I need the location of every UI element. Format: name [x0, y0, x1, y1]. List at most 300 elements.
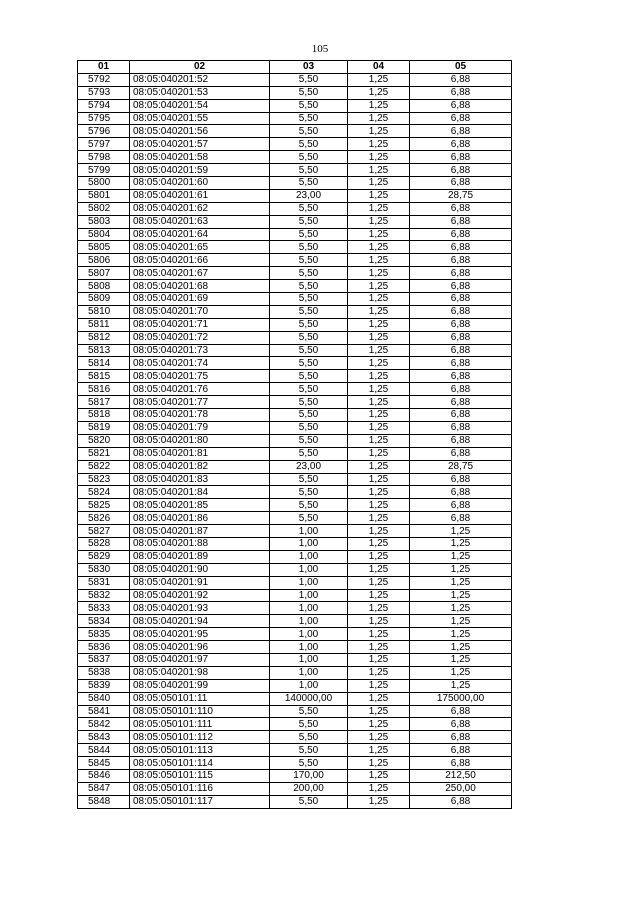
- cadastral-code-cell: 08:05:050101:11: [130, 692, 270, 705]
- value-03-cell: 5,50: [270, 499, 348, 512]
- value-04-cell: 1,25: [348, 769, 410, 782]
- table-row: [78, 138, 512, 151]
- cadastral-code-cell: 08:05:040201:74: [130, 357, 270, 370]
- value-04-cell: 1,25: [348, 563, 410, 576]
- row-number-cell: 5793: [78, 86, 130, 99]
- value-05-cell: 1,25: [410, 666, 512, 679]
- cadastral-code-cell: 08:05:040201:77: [130, 396, 270, 409]
- value-03-cell: 1,00: [270, 550, 348, 563]
- cadastral-code-cell: 08:05:040201:90: [130, 563, 270, 576]
- value-03-cell: 1,00: [270, 653, 348, 666]
- table-row: [78, 344, 512, 357]
- cadastral-code-cell: 08:05:050101:115: [130, 769, 270, 782]
- row-number-cell: 5815: [78, 370, 130, 383]
- row-number-cell: 5830: [78, 563, 130, 576]
- value-04-cell: 1,25: [348, 228, 410, 241]
- data-table: [77, 60, 512, 809]
- value-05-cell: 6,88: [410, 254, 512, 267]
- value-04-cell: 1,25: [348, 396, 410, 409]
- column-header-04: 04: [348, 61, 410, 74]
- row-number-cell: 5808: [78, 280, 130, 293]
- table-row: [78, 653, 512, 666]
- cadastral-code-cell: 08:05:040201:70: [130, 305, 270, 318]
- value-05-cell: 1,25: [410, 628, 512, 641]
- value-04-cell: 1,25: [348, 305, 410, 318]
- cadastral-code-cell: 08:05:040201:55: [130, 112, 270, 125]
- value-05-cell: 6,88: [410, 228, 512, 241]
- value-04-cell: 1,25: [348, 499, 410, 512]
- table-row: [78, 112, 512, 125]
- value-05-cell: 1,25: [410, 679, 512, 692]
- value-05-cell: 1,25: [410, 615, 512, 628]
- cadastral-code-cell: 08:05:050101:111: [130, 718, 270, 731]
- cadastral-code-cell: 08:05:040201:92: [130, 589, 270, 602]
- value-05-cell: 6,88: [410, 267, 512, 280]
- value-03-cell: 5,50: [270, 757, 348, 770]
- value-05-cell: 212,50: [410, 769, 512, 782]
- table-row: [78, 537, 512, 550]
- cadastral-code-cell: 08:05:050101:117: [130, 795, 270, 808]
- value-04-cell: 1,25: [348, 421, 410, 434]
- value-03-cell: 1,00: [270, 641, 348, 654]
- value-05-cell: 6,88: [410, 344, 512, 357]
- value-05-cell: 6,88: [410, 705, 512, 718]
- value-05-cell: 6,88: [410, 73, 512, 86]
- value-03-cell: 5,50: [270, 512, 348, 525]
- value-04-cell: 1,25: [348, 267, 410, 280]
- value-04-cell: 1,25: [348, 589, 410, 602]
- cadastral-code-cell: 08:05:040201:52: [130, 73, 270, 86]
- value-03-cell: 1,00: [270, 563, 348, 576]
- row-number-cell: 5819: [78, 421, 130, 434]
- value-05-cell: 1,25: [410, 602, 512, 615]
- row-number-cell: 5802: [78, 202, 130, 215]
- cadastral-code-cell: 08:05:050101:113: [130, 744, 270, 757]
- value-04-cell: 1,25: [348, 447, 410, 460]
- value-04-cell: 1,25: [348, 576, 410, 589]
- cadastral-code-cell: 08:05:040201:62: [130, 202, 270, 215]
- cadastral-code-cell: 08:05:040201:64: [130, 228, 270, 241]
- value-03-cell: 5,50: [270, 357, 348, 370]
- table-row: [78, 305, 512, 318]
- value-05-cell: 6,88: [410, 473, 512, 486]
- cadastral-code-cell: 08:05:040201:99: [130, 679, 270, 692]
- value-04-cell: 1,25: [348, 653, 410, 666]
- table-row: [78, 563, 512, 576]
- value-04-cell: 1,25: [348, 254, 410, 267]
- table-row: [78, 383, 512, 396]
- value-03-cell: 1,00: [270, 589, 348, 602]
- row-number-cell: 5812: [78, 331, 130, 344]
- value-03-cell: 5,50: [270, 705, 348, 718]
- value-04-cell: 1,25: [348, 318, 410, 331]
- value-05-cell: 6,88: [410, 293, 512, 306]
- cadastral-code-cell: 08:05:040201:97: [130, 653, 270, 666]
- row-number-cell: 5826: [78, 512, 130, 525]
- row-number-cell: 5804: [78, 228, 130, 241]
- row-number-cell: 5816: [78, 383, 130, 396]
- cadastral-code-cell: 08:05:040201:71: [130, 318, 270, 331]
- value-05-cell: 6,88: [410, 434, 512, 447]
- table-row: [78, 357, 512, 370]
- cadastral-code-cell: 08:05:040201:54: [130, 99, 270, 112]
- value-04-cell: 1,25: [348, 73, 410, 86]
- table-row: [78, 512, 512, 525]
- value-03-cell: 1,00: [270, 666, 348, 679]
- column-header-02: 02: [130, 61, 270, 74]
- cadastral-code-cell: 08:05:040201:75: [130, 370, 270, 383]
- value-03-cell: 5,50: [270, 305, 348, 318]
- value-03-cell: 5,50: [270, 434, 348, 447]
- row-number-cell: 5817: [78, 396, 130, 409]
- value-03-cell: 5,50: [270, 254, 348, 267]
- row-number-cell: 5796: [78, 125, 130, 138]
- table-row: [78, 628, 512, 641]
- table-row: [78, 396, 512, 409]
- table-row: [78, 421, 512, 434]
- cadastral-code-cell: 08:05:040201:57: [130, 138, 270, 151]
- value-04-cell: 1,25: [348, 370, 410, 383]
- value-03-cell: 5,50: [270, 228, 348, 241]
- table-row: [78, 189, 512, 202]
- value-03-cell: 5,50: [270, 73, 348, 86]
- cadastral-code-cell: 08:05:040201:56: [130, 125, 270, 138]
- table-row: [78, 99, 512, 112]
- row-number-cell: 5818: [78, 409, 130, 422]
- value-03-cell: 5,50: [270, 86, 348, 99]
- table-row: [78, 254, 512, 267]
- value-04-cell: 1,25: [348, 731, 410, 744]
- cadastral-code-cell: 08:05:040201:93: [130, 602, 270, 615]
- value-03-cell: 23,00: [270, 460, 348, 473]
- table-row: [78, 473, 512, 486]
- value-05-cell: 6,88: [410, 151, 512, 164]
- cadastral-code-cell: 08:05:040201:83: [130, 473, 270, 486]
- value-03-cell: 5,50: [270, 267, 348, 280]
- row-number-cell: 5831: [78, 576, 130, 589]
- value-05-cell: 6,88: [410, 138, 512, 151]
- value-03-cell: 5,50: [270, 99, 348, 112]
- table-row: [78, 499, 512, 512]
- value-03-cell: 5,50: [270, 331, 348, 344]
- table-row: [78, 795, 512, 808]
- value-04-cell: 1,25: [348, 473, 410, 486]
- value-03-cell: 5,50: [270, 718, 348, 731]
- value-04-cell: 1,25: [348, 705, 410, 718]
- value-03-cell: 5,50: [270, 447, 348, 460]
- value-05-cell: 6,88: [410, 202, 512, 215]
- value-05-cell: 6,88: [410, 164, 512, 177]
- value-05-cell: 6,88: [410, 499, 512, 512]
- table-body: [78, 73, 512, 808]
- cadastral-code-cell: 08:05:040201:79: [130, 421, 270, 434]
- row-number-cell: 5835: [78, 628, 130, 641]
- value-03-cell: 1,00: [270, 602, 348, 615]
- value-05-cell: 6,88: [410, 795, 512, 808]
- cadastral-code-cell: 08:05:040201:68: [130, 280, 270, 293]
- cadastral-code-cell: 08:05:050101:116: [130, 782, 270, 795]
- cadastral-code-cell: 08:05:040201:94: [130, 615, 270, 628]
- row-number-cell: 5840: [78, 692, 130, 705]
- cadastral-code-cell: 08:05:040201:85: [130, 499, 270, 512]
- cadastral-code-cell: 08:05:040201:81: [130, 447, 270, 460]
- value-05-cell: 1,25: [410, 576, 512, 589]
- value-05-cell: 28,75: [410, 189, 512, 202]
- value-05-cell: 250,00: [410, 782, 512, 795]
- value-05-cell: 6,88: [410, 383, 512, 396]
- row-number-cell: 5799: [78, 164, 130, 177]
- value-04-cell: 1,25: [348, 202, 410, 215]
- cadastral-code-cell: 08:05:040201:66: [130, 254, 270, 267]
- value-04-cell: 1,25: [348, 177, 410, 190]
- value-03-cell: 200,00: [270, 782, 348, 795]
- cadastral-code-cell: 08:05:040201:95: [130, 628, 270, 641]
- table-row: [78, 151, 512, 164]
- value-04-cell: 1,25: [348, 112, 410, 125]
- row-number-cell: 5829: [78, 550, 130, 563]
- row-number-cell: 5834: [78, 615, 130, 628]
- cadastral-code-cell: 08:05:040201:53: [130, 86, 270, 99]
- table-row: [78, 769, 512, 782]
- value-03-cell: 5,50: [270, 112, 348, 125]
- value-04-cell: 1,25: [348, 331, 410, 344]
- value-05-cell: 28,75: [410, 460, 512, 473]
- value-03-cell: 23,00: [270, 189, 348, 202]
- row-number-cell: 5810: [78, 305, 130, 318]
- table-row: [78, 525, 512, 538]
- row-number-cell: 5792: [78, 73, 130, 86]
- table-row: [78, 73, 512, 86]
- table-row: [78, 550, 512, 563]
- cadastral-code-cell: 08:05:040201:88: [130, 537, 270, 550]
- table-row: [78, 757, 512, 770]
- cadastral-code-cell: 08:05:040201:86: [130, 512, 270, 525]
- value-03-cell: 5,50: [270, 744, 348, 757]
- value-04-cell: 1,25: [348, 550, 410, 563]
- table-row: [78, 318, 512, 331]
- value-05-cell: 6,88: [410, 396, 512, 409]
- value-05-cell: 6,88: [410, 447, 512, 460]
- value-03-cell: 5,50: [270, 125, 348, 138]
- value-05-cell: 6,88: [410, 512, 512, 525]
- value-03-cell: 5,50: [270, 215, 348, 228]
- table-row: [78, 215, 512, 228]
- value-04-cell: 1,25: [348, 138, 410, 151]
- value-03-cell: 5,50: [270, 421, 348, 434]
- row-number-cell: 5821: [78, 447, 130, 460]
- value-05-cell: 6,88: [410, 112, 512, 125]
- row-number-cell: 5803: [78, 215, 130, 228]
- value-04-cell: 1,25: [348, 641, 410, 654]
- value-05-cell: 6,88: [410, 99, 512, 112]
- table-row: [78, 602, 512, 615]
- table-row: [78, 409, 512, 422]
- cadastral-code-cell: 08:05:040201:72: [130, 331, 270, 344]
- value-04-cell: 1,25: [348, 434, 410, 447]
- value-04-cell: 1,25: [348, 628, 410, 641]
- value-04-cell: 1,25: [348, 795, 410, 808]
- value-05-cell: 6,88: [410, 125, 512, 138]
- row-number-cell: 5833: [78, 602, 130, 615]
- value-04-cell: 1,25: [348, 692, 410, 705]
- value-04-cell: 1,25: [348, 383, 410, 396]
- value-03-cell: 5,50: [270, 138, 348, 151]
- value-05-cell: 1,25: [410, 653, 512, 666]
- row-number-cell: 5811: [78, 318, 130, 331]
- row-number-cell: 5798: [78, 151, 130, 164]
- cadastral-code-cell: 08:05:050101:114: [130, 757, 270, 770]
- value-05-cell: 1,25: [410, 537, 512, 550]
- value-05-cell: 6,88: [410, 718, 512, 731]
- value-03-cell: 1,00: [270, 615, 348, 628]
- value-04-cell: 1,25: [348, 164, 410, 177]
- table-row: [78, 641, 512, 654]
- value-04-cell: 1,25: [348, 409, 410, 422]
- row-number-cell: 5825: [78, 499, 130, 512]
- table-row: [78, 705, 512, 718]
- value-04-cell: 1,25: [348, 99, 410, 112]
- row-number-cell: 5837: [78, 653, 130, 666]
- value-05-cell: 6,88: [410, 215, 512, 228]
- cadastral-code-cell: 08:05:040201:80: [130, 434, 270, 447]
- value-05-cell: 6,88: [410, 731, 512, 744]
- cadastral-code-cell: 08:05:040201:89: [130, 550, 270, 563]
- value-05-cell: 6,88: [410, 744, 512, 757]
- column-header-01: 01: [78, 61, 130, 74]
- cadastral-code-cell: 08:05:040201:76: [130, 383, 270, 396]
- value-03-cell: 1,00: [270, 628, 348, 641]
- value-03-cell: 1,00: [270, 576, 348, 589]
- value-04-cell: 1,25: [348, 757, 410, 770]
- value-04-cell: 1,25: [348, 293, 410, 306]
- cadastral-code-cell: 08:05:040201:91: [130, 576, 270, 589]
- value-04-cell: 1,25: [348, 744, 410, 757]
- value-05-cell: 6,88: [410, 421, 512, 434]
- value-03-cell: 5,50: [270, 318, 348, 331]
- table-row: [78, 125, 512, 138]
- table-row: [78, 293, 512, 306]
- table-row: [78, 782, 512, 795]
- value-05-cell: 6,88: [410, 486, 512, 499]
- value-04-cell: 1,25: [348, 215, 410, 228]
- table-row: [78, 615, 512, 628]
- value-05-cell: 6,88: [410, 357, 512, 370]
- cadastral-code-cell: 08:05:040201:67: [130, 267, 270, 280]
- row-number-cell: 5827: [78, 525, 130, 538]
- value-04-cell: 1,25: [348, 512, 410, 525]
- column-header-05: 05: [410, 61, 512, 74]
- value-05-cell: 6,88: [410, 757, 512, 770]
- value-05-cell: 6,88: [410, 409, 512, 422]
- value-05-cell: 6,88: [410, 370, 512, 383]
- value-05-cell: 175000,00: [410, 692, 512, 705]
- row-number-cell: 5842: [78, 718, 130, 731]
- table-row: [78, 228, 512, 241]
- row-number-cell: 5805: [78, 241, 130, 254]
- row-number-cell: 5801: [78, 189, 130, 202]
- value-03-cell: 5,50: [270, 293, 348, 306]
- row-number-cell: 5828: [78, 537, 130, 550]
- cadastral-code-cell: 08:05:040201:61: [130, 189, 270, 202]
- table-row: [78, 486, 512, 499]
- value-04-cell: 1,25: [348, 86, 410, 99]
- value-03-cell: 5,50: [270, 164, 348, 177]
- row-number-cell: 5839: [78, 679, 130, 692]
- value-04-cell: 1,25: [348, 344, 410, 357]
- row-number-cell: 5795: [78, 112, 130, 125]
- row-number-cell: 5841: [78, 705, 130, 718]
- row-number-cell: 5809: [78, 293, 130, 306]
- row-number-cell: 5820: [78, 434, 130, 447]
- value-03-cell: 5,50: [270, 383, 348, 396]
- cadastral-code-cell: 08:05:050101:110: [130, 705, 270, 718]
- value-03-cell: 5,50: [270, 473, 348, 486]
- value-04-cell: 1,25: [348, 189, 410, 202]
- value-04-cell: 1,25: [348, 666, 410, 679]
- value-03-cell: 1,00: [270, 525, 348, 538]
- value-03-cell: 5,50: [270, 370, 348, 383]
- table-row: [78, 447, 512, 460]
- table-row: [78, 744, 512, 757]
- table-row: [78, 202, 512, 215]
- row-number-cell: 5794: [78, 99, 130, 112]
- value-03-cell: 5,50: [270, 486, 348, 499]
- value-04-cell: 1,25: [348, 718, 410, 731]
- cadastral-code-cell: 08:05:040201:82: [130, 460, 270, 473]
- value-04-cell: 1,25: [348, 357, 410, 370]
- row-number-cell: 5838: [78, 666, 130, 679]
- value-03-cell: 170,00: [270, 769, 348, 782]
- table-row: [78, 460, 512, 473]
- table-row: [78, 331, 512, 344]
- table-row: [78, 666, 512, 679]
- value-05-cell: 1,25: [410, 641, 512, 654]
- cadastral-code-cell: 08:05:040201:96: [130, 641, 270, 654]
- value-04-cell: 1,25: [348, 615, 410, 628]
- value-05-cell: 6,88: [410, 280, 512, 293]
- row-number-cell: 5800: [78, 177, 130, 190]
- row-number-cell: 5823: [78, 473, 130, 486]
- value-04-cell: 1,25: [348, 679, 410, 692]
- row-number-cell: 5813: [78, 344, 130, 357]
- cadastral-code-cell: 08:05:040201:65: [130, 241, 270, 254]
- value-03-cell: 5,50: [270, 241, 348, 254]
- value-03-cell: 5,50: [270, 202, 348, 215]
- table-row: [78, 692, 512, 705]
- cadastral-code-cell: 08:05:040201:73: [130, 344, 270, 357]
- cadastral-code-cell: 08:05:040201:59: [130, 164, 270, 177]
- value-05-cell: 1,25: [410, 563, 512, 576]
- cadastral-code-cell: 08:05:040201:58: [130, 151, 270, 164]
- row-number-cell: 5836: [78, 641, 130, 654]
- value-04-cell: 1,25: [348, 460, 410, 473]
- table-row: [78, 280, 512, 293]
- table-row: [78, 434, 512, 447]
- row-number-cell: 5843: [78, 731, 130, 744]
- cadastral-code-cell: 08:05:040201:98: [130, 666, 270, 679]
- table-row: [78, 589, 512, 602]
- value-03-cell: 5,50: [270, 396, 348, 409]
- row-number-cell: 5845: [78, 757, 130, 770]
- value-05-cell: 6,88: [410, 86, 512, 99]
- row-number-cell: 5824: [78, 486, 130, 499]
- value-03-cell: 5,50: [270, 280, 348, 293]
- table-row: [78, 679, 512, 692]
- table-row: [78, 731, 512, 744]
- row-number-cell: 5844: [78, 744, 130, 757]
- value-05-cell: 1,25: [410, 550, 512, 563]
- value-03-cell: 140000,00: [270, 692, 348, 705]
